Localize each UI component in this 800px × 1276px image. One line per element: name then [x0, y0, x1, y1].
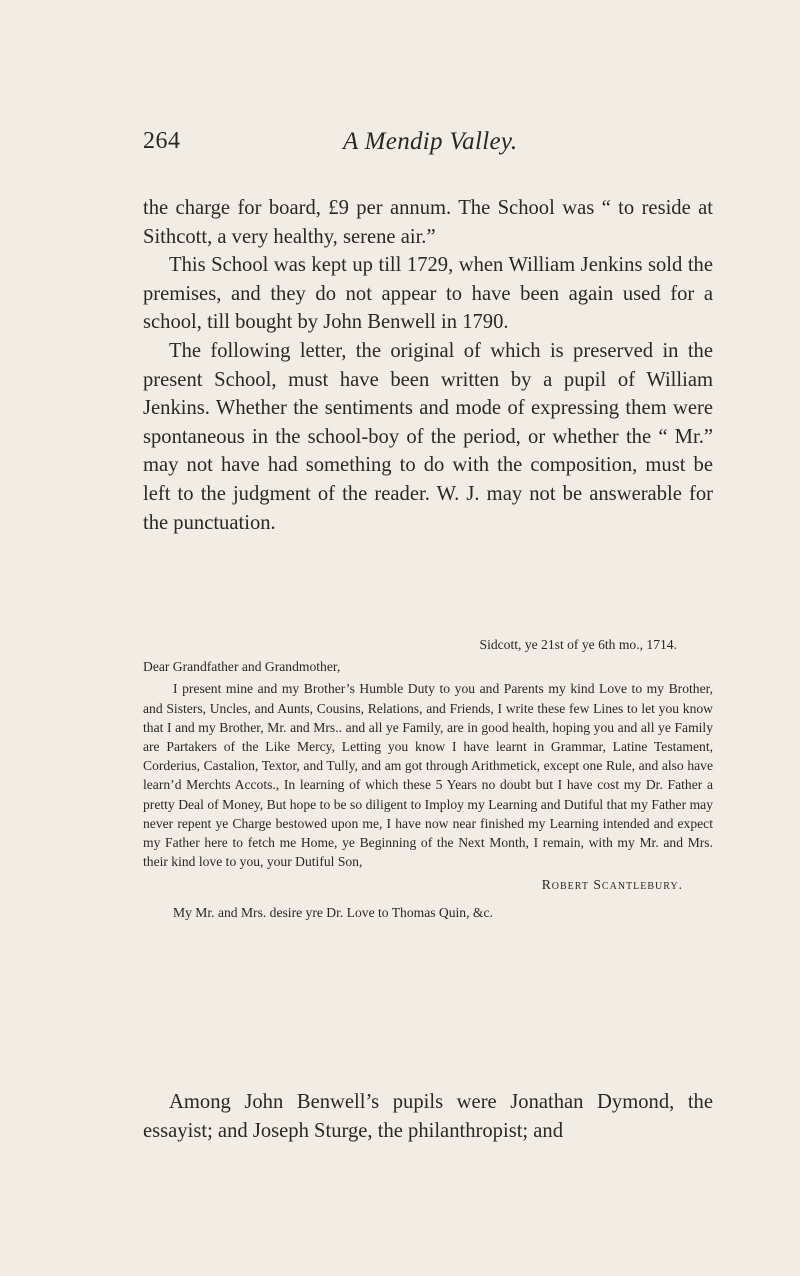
page-number: 264: [143, 128, 181, 154]
paragraph-school-history: This School was kept up till 1729, when William Jenkins sold the premises, and they do not appear to have been again used for a school, till bought by John Benwell in 1790.: [143, 254, 713, 334]
running-title: A Mendip Valley.: [343, 128, 518, 155]
letter-salutation: Dear Grandfather and Grandmother,: [143, 659, 341, 675]
paragraph-benwell-pupils: Among John Benwell’s pupils were Jonathan Dymond, the essayist; and Joseph Sturge, the philanthropist; and: [143, 1091, 713, 1142]
letter-signature: Robert Scantlebury.: [541, 877, 683, 893]
page-header: [143, 128, 703, 168]
letter-postscript: My Mr. and Mrs. desire yre Dr. Love to Thomas Quin, &c.: [173, 904, 493, 920]
closing-text: [143, 1088, 713, 1145]
paragraph-board-charge: the charge for board, £9 per annum. The School was “ to reside at Sithcott, a very healthy, serene air.”: [143, 197, 713, 248]
letter-body: I present mine and my Brother’s Humble Duty to you and Parents my kind Love to my Brother, and Sisters, Uncles, and Aunts, Cousins, Relations, and Friends, I write these few Lines to let you know that I and my Brother, Mr. and Mrs.. and all ye Family, are in good health, hoping you and all ye Family are Partakers of the Like Mercy, Letting you know I have learnt in Grammar, Latine Testament, Corderius, Castalion, Textor, and Tully, and am got through Arithmetick, except one Rule, and also have learn’d Merchts Accots., In learning of which these 5 Years no doubt but I have cost my Dr. Father a pretty Deal of Money, But hope to be so diligent to Imploy my Learning and Dutiful that my Father may never repent ye Charge bestowed upon me, I have now near finished my Learning intended and expect my Father here to fetch me Home, ye Beginning of the Next Month, I remain, with my Mr. and Mrs. their kind love to you, your Dutiful Son,: [143, 681, 713, 870]
main-text: [143, 194, 713, 537]
quoted-letter: [143, 635, 713, 922]
letter-dateline: Sidcott, ye 21st of ye 6th mo., 1714.: [479, 637, 677, 652]
paragraph-letter-intro: The following letter, the original of which is preserved in the present School, must have been written by a pupil of William Jenkins. Whether the sentiments and mode of expressing them were spontaneous in the school-boy of the period, or whether the “ Mr.” may not have had something to do with the composition, must be left to the judgment of the reader. W. J. may not be answerable for the punctuation.: [143, 339, 713, 534]
